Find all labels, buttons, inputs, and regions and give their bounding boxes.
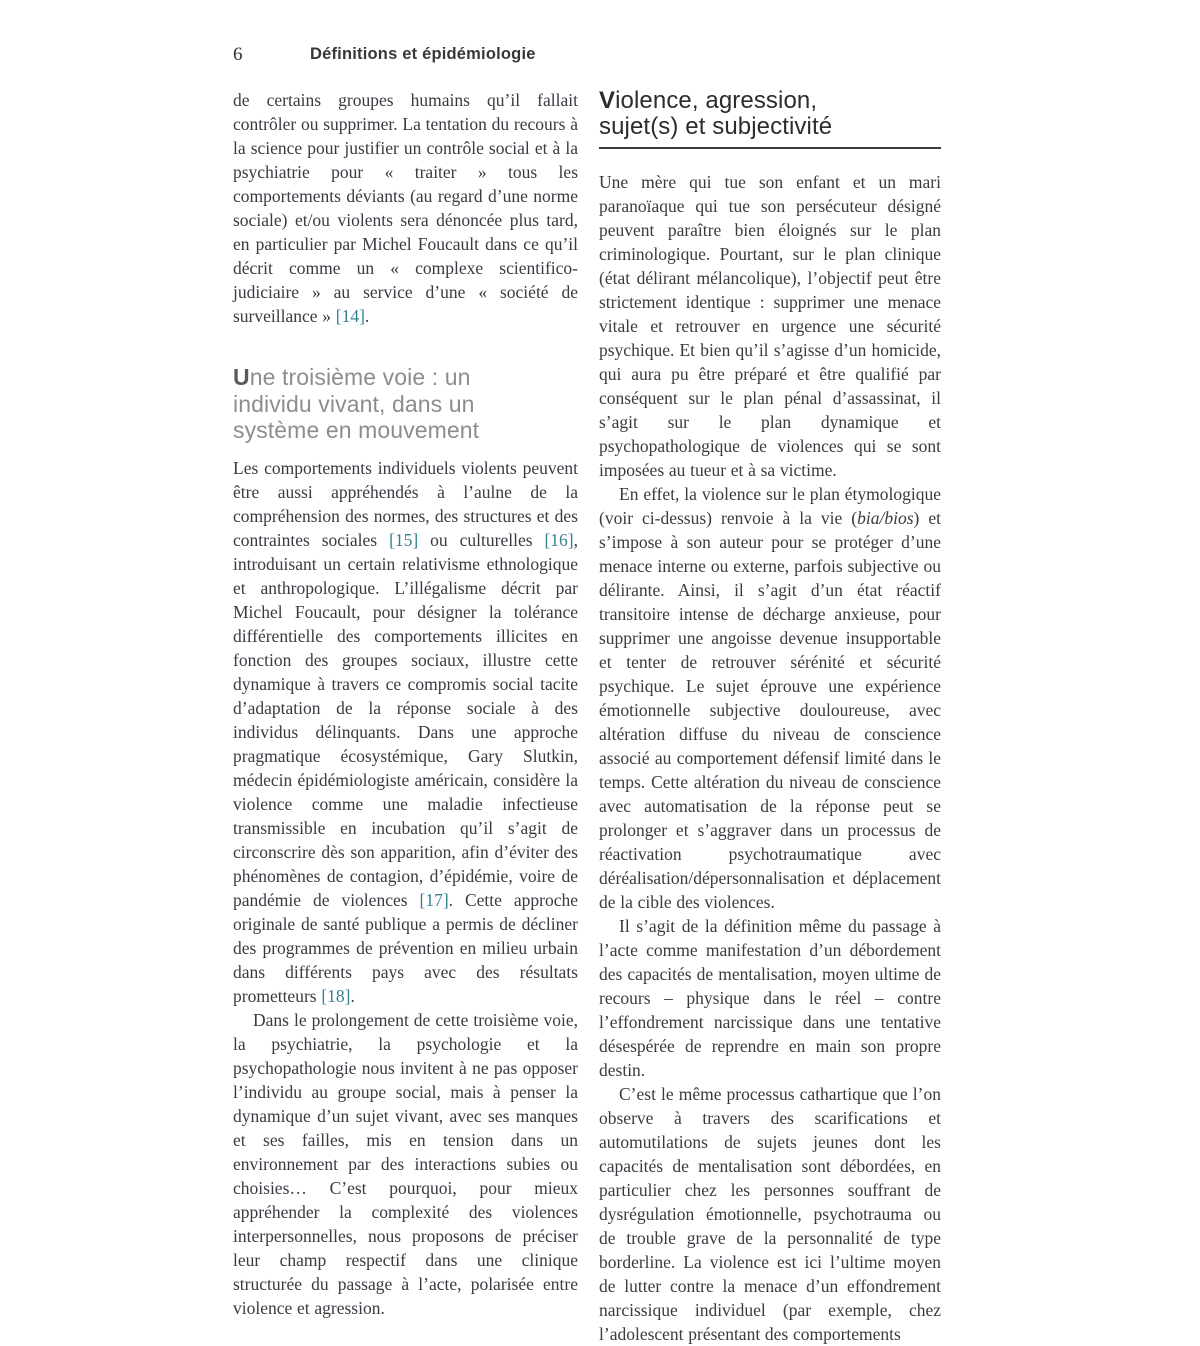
text-run: C’est le même processus cathartique que l’on observe à travers des scarifications et automutilations de sujets jeunes dont les capacités de mentalisation sont débordées, en particulier chez les personnes souffrant de dysrégulation émotionnelle, psychotrauma ou de trouble grave de la personnalité de type borderline. La violence est ici l’ultime moyen de lutter contre la menace d’un effondrement narcissique individuel (par exemple, chez l’adolescent présentant des comportements xyxy=(599,1084,941,1344)
citation-link[interactable]: [17] xyxy=(420,890,449,910)
heading-underline-rule xyxy=(599,147,941,149)
text-run: , introduisant un certain relativisme ethnologique et anthropologique. L’illégalisme décrit par Michel Foucault, pour désigner la tolérance différentielle des comportements illicites en fonction des groupes sociaux, illustre cette dynamique à travers ce compromis social tacite d’adaptation de la réponse sociale à des individus délinquants. Dans une approche pragmatique écosystémique, Gary Slutkin, médecin épidémiologiste américain, considère la violence comme une maladie infectieuse transmissible en incubation qu’il s’agit de circonscrire dès son apparition, afin d’éviter des phénomènes de contagion, d’épidémie, voire de pandémie de violences xyxy=(233,530,578,910)
running-header xyxy=(233,44,243,66)
citation-link[interactable]: [15] xyxy=(389,530,418,550)
heading-initial-cap: U xyxy=(233,364,250,390)
text-run: Il s’agit de la définition même du passage à l’acte comme manifestation d’un débordement des capacités de mentalisation, moyen ultime de recours – physique dans le réel – contre l’effondrement narcissique dans une tentative désespérée de reprendre en main son propre destin. xyxy=(599,916,941,1080)
running-head-title: Définitions et épidémiologie xyxy=(310,45,536,64)
paragraph xyxy=(233,1008,578,1320)
text-run: Les comportements individuels violents peuvent être aussi appréhendés à l’aulne de la compréhension des normes, des structures et des contraintes sociales xyxy=(233,458,578,550)
heading-initial-cap: V xyxy=(599,87,615,114)
paragraph xyxy=(599,1082,941,1346)
text-run: . xyxy=(365,306,369,326)
left-column xyxy=(233,88,578,1346)
italic-term: bia/bios xyxy=(857,508,913,528)
text-run: de certains groupes humains qu’il fallait contrôler ou supprimer. La tentation du recours à la science pour justifier un contrôle social et à la psychiatrie pour « traiter » tous les comportements déviants (au regard d’une norme sociale) et/ou violents sera dénoncée plus tard, en particulier par Michel Foucault dans ce qu’il décrit comme un « complexe scientifico-judiciaire » au service d’une « société de surveillance » xyxy=(233,90,578,326)
citation-link[interactable]: [16] xyxy=(544,530,573,550)
page-number: 6 xyxy=(233,44,243,65)
text-run: Dans le prolongement de cette troisième voie, la psychiatrie, la psychologie et la psychopathologie nous invitent à ne pas opposer l’individu au groupe social, mais à penser la dynamique d’un sujet vivant, avec ses manques et ses failles, mis en tension dans un environnement par des interactions subies ou choisies… C’est pourquoi, pour mieux appréhender la complexité des violences interpersonnelles, nous proposons de préciser leur champ respectif dans une clinique structurée du passage à l’acte, polarisée entre violence et agression. xyxy=(233,1010,578,1318)
text-run: Une mère qui tue son enfant et un mari paranoïaque qui tue son persécuteur désigné peuvent paraître bien éloignés sur le plan criminologique. Pourtant, sur le plan clinique (état délirant mélancolique), l’objectif peut être strictement identique : supprimer une menace vitale et retrouver en urgence une sécurité psychique. Et bien qu’il s’agisse d’un homicide, qui aura pu être préparé et être qualifié par conséquent sur le plan pénal d’assassinat, il s’agit sur le plan dynamique et psychopathologique de violences qui se sont imposées au tueur et à sa victime. xyxy=(599,172,941,480)
two-column-text-block xyxy=(233,88,941,1346)
paragraph xyxy=(233,88,578,328)
text-run: En effet, la violence sur le plan étymologique (voir ci-dessus) renvoie à la vie ( xyxy=(599,484,941,528)
heading-text: ne troisième voie : un individu vivant, dans un système en mouvement xyxy=(233,364,479,443)
right-column xyxy=(599,88,941,1346)
paragraph xyxy=(599,170,941,482)
citation-link[interactable]: [14] xyxy=(336,306,365,326)
text-run: . Cette approche originale de santé publique a permis de décliner des programmes de prévention en milieu urbain dans différents pays avec des résultats prometteurs xyxy=(233,890,578,1006)
citation-link[interactable]: [18] xyxy=(321,986,350,1006)
text-run: ou culturelles xyxy=(418,530,544,550)
text-run: . xyxy=(350,986,354,1006)
heading-text: iolence, agression, sujet(s) et subjectivité xyxy=(599,87,832,140)
paragraph xyxy=(599,482,941,914)
section-heading-troisieme-voie xyxy=(233,364,518,444)
paragraph xyxy=(599,914,941,1082)
section-heading-violence-agression xyxy=(599,88,875,140)
paragraph xyxy=(233,456,578,1008)
text-run: ) et s’impose à son auteur pour se protéger d’une menace interne ou externe, parfois subjective ou délirante. Ainsi, il s’agit d’un état réactif transitoire intense de décharge anxieuse, pour supprimer une angoisse devenue insupportable et tenter de retrouver sérénité et sécurité psychique. Le sujet éprouve une expérience émotionnelle subjective douloureuse, avec altération diffuse du niveau de conscience associé au comportement défensif limité dans le temps. Cette altération du niveau de conscience avec automatisation de la réponse peut se prolonger et s’aggraver dans un processus de réactivation psychotraumatique avec déréalisation/dépersonnalisation et déplacement de la cible des violences. xyxy=(599,508,941,912)
